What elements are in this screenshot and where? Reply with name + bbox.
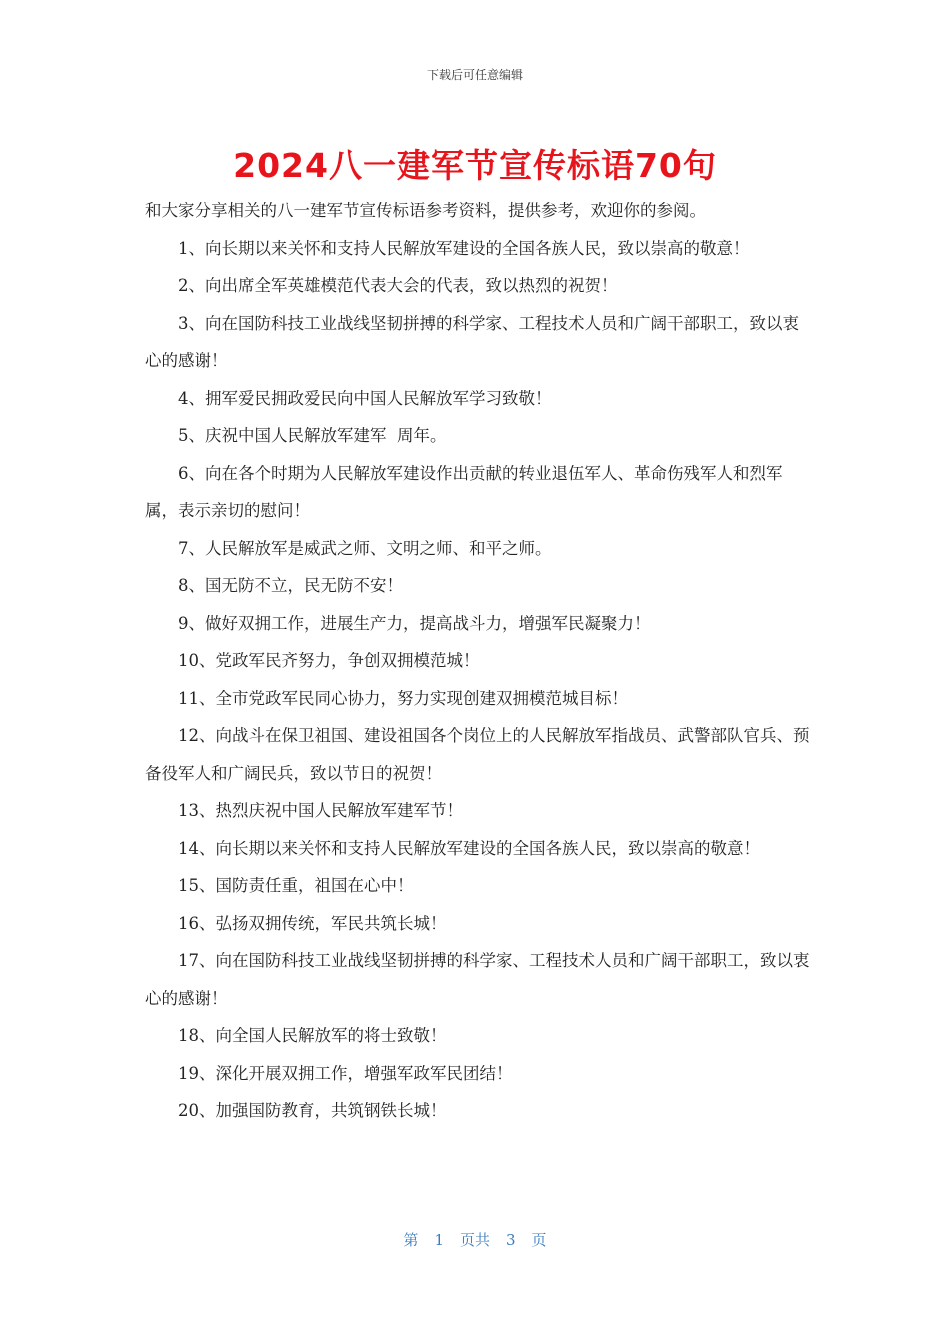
slogan-item: 16、弘扬双拥传统，军民共筑长城！ [178,913,447,933]
slogan-item: 19、深化开展双拥工作，增强军政军民团结！ [178,1063,513,1083]
slogan-item: 18、向全国人民解放军的将士致敬！ [178,1026,447,1045]
document-title: 2024八一建军节宣传标语70句 [233,146,717,185]
slogan-item: 12、向战斗在保卫祖国、建设祖国各个岗位上的人民解放军指战员、武警部队官兵、预备役军人和广阔民兵，致以节日的祝贺！ [145,726,810,783]
slogan-item: 14、向长期以来关怀和支持人民解放军建设的全国各族人民，致以崇高的敬意！ [178,838,760,858]
slogan-item: 8、国无防不立，民无防不安！ [178,576,403,595]
slogan-item: 13、热烈庆祝中国人民解放军建军节！ [178,801,463,820]
slogan-item: 10、党政军民齐努力，争创双拥模范城！ [178,651,480,670]
slogan-item: 15、国防责任重，祖国在心中！ [178,876,414,895]
slogan-item: 11、全市党政军民同心协力，努力实现创建双拥模范城目标！ [178,688,628,708]
slogan-item: 7、人民解放军是威武之师、文明之师、和平之师。 [178,538,552,558]
document-body [145,192,810,1130]
page-mid: 页共 [459,1231,490,1249]
slogan-item: 6、向在各个时期为人民解放军建设作出贡献的转业退伍军人、革命伤残军人和烈军属，表示亲切的慰问！ [145,463,783,520]
slogan-item: 4、拥军爱民拥政爱民向中国人民解放军学习致敬！ [178,388,552,408]
slogan-item: 20、加强国防教育，共筑钢铁长城！ [178,1101,447,1120]
slogan-item: 1、向长期以来关怀和支持人民解放军建设的全国各族人民，致以崇高的敬意！ [178,238,750,258]
slogan-item: 3、向在国防科技工业战线坚韧拼搏的科学家、工程技术人员和广阔干部职工，致以衷心的感谢！ [145,313,799,370]
intro-paragraph: 和大家分享相关的八一建军节宣传标语参考资料，提供参考，欢迎你的参阅。 [145,201,706,220]
page-total: 3 [506,1231,516,1249]
page-footer [0,1229,950,1250]
page-current: 1 [434,1231,444,1249]
slogan-item: 5、庆祝中国人民解放军建军 周年。 [178,426,447,445]
page-suffix: 页 [531,1231,547,1249]
slogan-item: 17、向在国防科技工业战线坚韧拼搏的科学家、工程技术人员和广阔干部职工，致以衷心的感谢！ [145,951,810,1008]
slogan-item: 2、向出席全军英雄模范代表大会的代表，致以热烈的祝贺！ [178,276,618,295]
page-prefix: 第 [403,1231,419,1249]
header-note: 下载后可任意编辑 [426,68,523,82]
slogan-item: 9、做好双拥工作，进展生产力，提高战斗力，增强军民凝聚力！ [178,613,651,633]
